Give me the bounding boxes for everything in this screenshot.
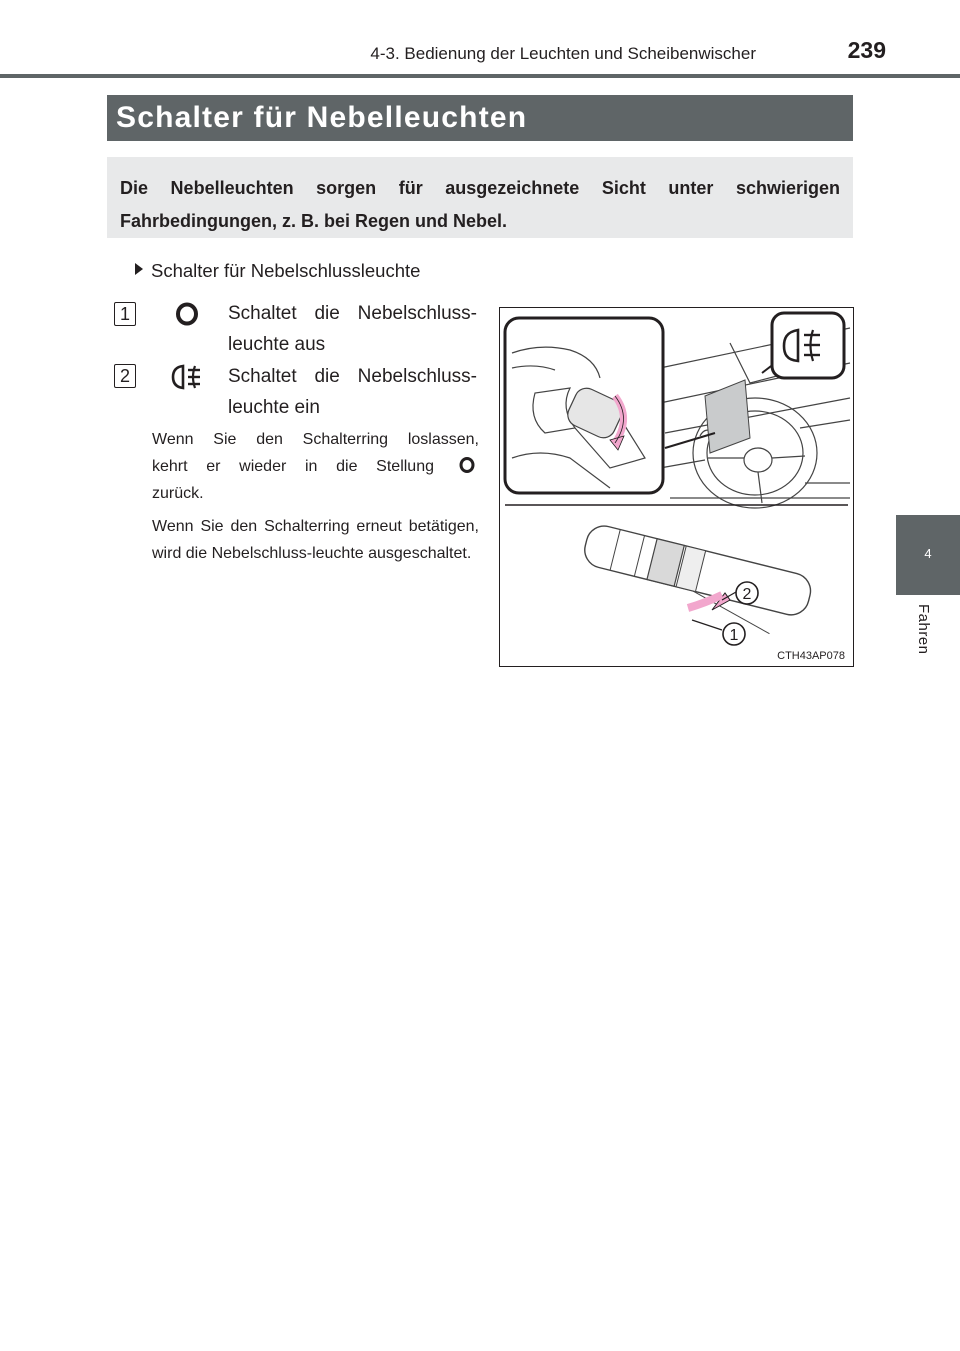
figure-code: CTH43AP078 — [777, 650, 845, 662]
item-2-line-2: leuchte ein — [228, 397, 320, 418]
item-text-2 — [228, 361, 477, 423]
illustration-fog-switch — [499, 307, 854, 667]
section-title: Schalter für Nebelleuchten — [107, 95, 853, 141]
rear-fog-light-icon — [170, 363, 204, 391]
running-header-section: 4-3. Bedienung der Leuchten und Scheibenwischer — [370, 44, 756, 63]
note-1-line-2: kehrt er wieder in die Stellung — [152, 458, 434, 475]
fog-light-off-icon — [458, 456, 476, 474]
bullet-text: Schalter für Nebelschlussleuchte — [151, 260, 421, 281]
item-1-line-2: leuchte aus — [228, 334, 326, 355]
callout-1: 1 — [729, 627, 739, 644]
chapter-label — [903, 604, 953, 668]
chapter-number: 4 — [924, 546, 932, 561]
chapter-tab[interactable] — [896, 515, 960, 595]
illustration-drawing — [500, 308, 853, 666]
item-text-1 — [228, 298, 477, 360]
fog-light-off-icon — [173, 301, 201, 327]
bullet-triangle-icon — [135, 263, 143, 275]
note-operate-again: Wenn Sie den Schalterring erneut betätigen, wird die Nebelschluss-leuchte ausgeschaltet. — [152, 518, 479, 562]
note-1-line-1: Wenn Sie den Schalterring loslassen, — [152, 431, 479, 448]
bullet-heading — [135, 260, 420, 282]
header-rule — [0, 74, 960, 78]
chapter-label-text: Fahren — [915, 604, 932, 655]
item-1-line-1: Schaltet die Nebelschluss- — [228, 303, 477, 324]
callout-2: 2 — [742, 586, 752, 603]
item-badge-2: 2 — [114, 364, 136, 388]
note-release-ring — [152, 426, 479, 507]
note-1-line-3: zurück. — [152, 485, 204, 502]
intro-box: Die Nebelleuchten sorgen für ausgezeichnete Sicht unter schwierigen Fahrbedingungen, z. B. bei Regen und Nebel. — [107, 157, 853, 238]
item-badge-1: 1 — [114, 302, 136, 326]
item-2-line-1: Schaltet die Nebelschluss- — [228, 366, 477, 387]
page-number: 239 — [847, 37, 886, 63]
